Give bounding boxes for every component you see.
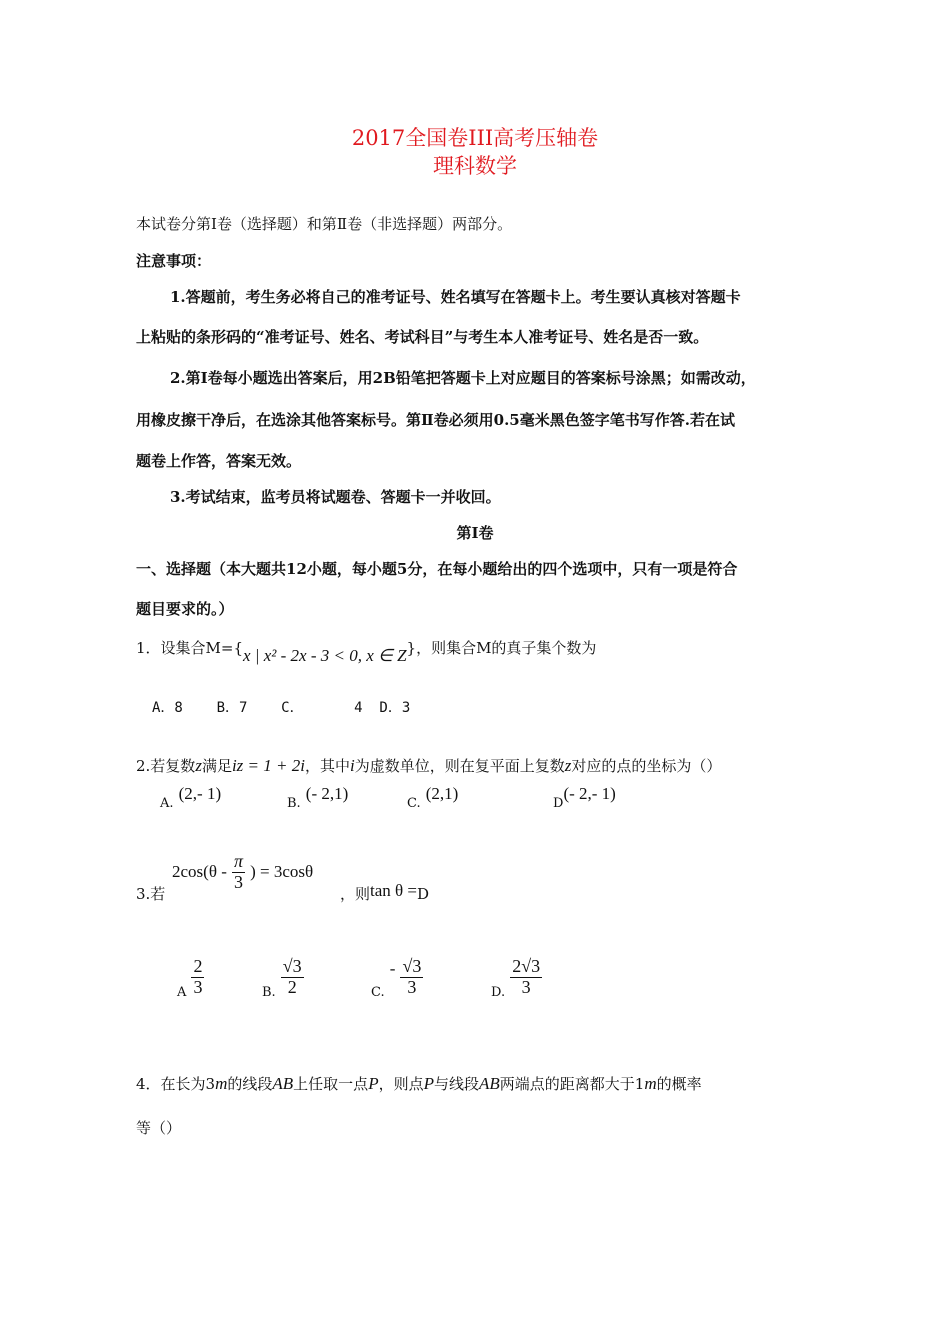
q4-text: 两端点的距离都大于1 — [499, 1075, 645, 1093]
option-sign: - — [389, 958, 396, 978]
note-item-1-line-1: 1.答题前，考生务必将自己的准考证号、姓名填写在答题卡上。考生要认真核对答题卡 — [170, 288, 741, 306]
section-heading-line-2: 题目要求的。） — [136, 600, 234, 618]
q2-text: 满足 — [201, 757, 232, 775]
option-label: B. — [287, 796, 301, 811]
option-label: A. — [160, 796, 174, 811]
option-label: C. — [371, 984, 385, 1000]
q4-segment: AB — [479, 1074, 500, 1093]
page-title: 2017全国卷III高考压轴卷 — [351, 126, 599, 150]
page-subtitle: 理科数学 — [433, 154, 517, 178]
q2-var-z: z — [195, 756, 202, 775]
option-fraction — [400, 957, 423, 998]
option-value: (- 2,- 1) — [563, 784, 616, 803]
q3-pi-over-3 — [232, 852, 245, 893]
note-item-3: 3.考试结束，监考员将试题卷、答题卡一并收回。 — [170, 488, 501, 506]
option-fraction — [281, 957, 304, 998]
intro-text: 本试卷分第Ⅰ卷（选择题）和第Ⅱ卷（非选择题）两部分。 — [136, 215, 513, 233]
question-1 — [136, 637, 597, 665]
q4-text: 的概率 — [656, 1075, 702, 1093]
q3-suffix: D — [417, 885, 430, 903]
option-label: D — [553, 796, 564, 811]
q3-tan-expr: tan θ = — [370, 881, 418, 900]
q4-text: 的线段 — [227, 1075, 273, 1093]
option-label: A — [177, 984, 187, 1000]
q2-var-z: z — [564, 756, 572, 775]
q2-prefix: 2.若复数 — [136, 757, 196, 775]
q4-point: P — [368, 1074, 379, 1093]
note-item-1-line-2: 上粘贴的条形码的“准考证号、姓名、考试科目”与考生本人准考证号、姓名是否一致。 — [136, 328, 709, 346]
q1-set-expression: x | x² - 2x - 3 < 0, x ∈ Z — [243, 646, 407, 665]
q3-prefix: 3.若 — [136, 885, 166, 903]
option-fraction — [510, 957, 542, 998]
q3-option-d — [491, 957, 542, 998]
q4-text: 与线段 — [433, 1075, 479, 1093]
frac-num: π — [233, 851, 244, 871]
q3-text: ，则 — [340, 885, 371, 903]
option-value: (- 2,1) — [305, 784, 349, 803]
option-value: (2,- 1) — [178, 784, 222, 803]
section-heading-line-1: 一、选择题（本大题共12小题，每小题5分，在每小题给出的四个选项中，只有一项是符合 — [136, 560, 738, 578]
q1-prefix: 1．设集合M={ — [136, 639, 244, 657]
q2-option-d — [553, 784, 616, 812]
frac-den: 3 — [234, 871, 243, 892]
frac-den: 2 — [287, 976, 297, 997]
option-fraction — [191, 957, 204, 998]
q4-unit: m — [215, 1074, 228, 1093]
q3-option-a — [177, 957, 204, 998]
q3-eq-left: 2cos(θ - — [172, 861, 227, 881]
q2-option-b — [287, 784, 349, 812]
question-3 — [136, 883, 165, 904]
frac-num: √3 — [402, 956, 422, 976]
q2-option-c — [407, 784, 459, 812]
frac-num: 2 — [193, 956, 203, 976]
q4-text: ，则点 — [378, 1075, 424, 1093]
option-label: D. — [491, 984, 506, 1000]
question-4 — [136, 1073, 702, 1094]
q2-equation: iz = 1 + 2i — [231, 756, 305, 775]
q3-eq-right: ) = 3cosθ — [250, 861, 314, 881]
note-item-2-line-2: 用橡皮擦干净后，在选涂其他答案标号。第Ⅱ卷必须用0.5毫米黑色签字笔书写作答.若在试 — [136, 411, 735, 429]
q3-option-b — [262, 957, 304, 998]
q2-option-a — [160, 784, 222, 812]
q4-text: 上任取一点 — [293, 1075, 369, 1093]
option-value: (2,1) — [425, 784, 459, 803]
frac-num: √3 — [282, 956, 302, 976]
question-2 — [136, 755, 721, 776]
frac-den: 3 — [521, 976, 531, 997]
q4-unit: m — [644, 1074, 657, 1093]
frac-den: 3 — [407, 976, 417, 997]
q4-text: 4．在长为3 — [136, 1075, 216, 1093]
section-label: 第Ⅰ卷 — [456, 524, 494, 542]
notes-heading: 注意事项： — [136, 252, 212, 270]
q2-text: ，其中 — [304, 757, 350, 775]
q3-tan — [340, 883, 429, 904]
q1-suffix: }，则集合M的真子集个数为 — [406, 639, 597, 657]
q2-var-i: i — [349, 756, 355, 775]
frac-num: 2√3 — [512, 956, 541, 976]
option-label: B. — [262, 984, 276, 1000]
q4-point: P — [423, 1074, 434, 1093]
q3-equation — [172, 852, 313, 893]
q2-text: 为虚数单位，则在复平面上复数 — [354, 757, 565, 775]
q4-segment: AB — [272, 1074, 294, 1093]
q3-option-c — [371, 957, 423, 998]
question-4-line-2: 等（） — [136, 1119, 182, 1137]
q1-options: A．8 B．7 C． 4 D．3 — [152, 700, 411, 716]
note-item-2-line-1: 2.第Ⅰ卷每小题选出答案后，用2B铅笔把答题卡上对应题目的答案标号涂黑；如需改动， — [170, 369, 756, 387]
option-label: C. — [407, 796, 421, 811]
frac-den: 3 — [193, 976, 203, 997]
q2-suffix: 对应的点的坐标为（） — [571, 757, 722, 775]
note-item-2-line-3: 题卷上作答，答案无效。 — [136, 452, 302, 470]
